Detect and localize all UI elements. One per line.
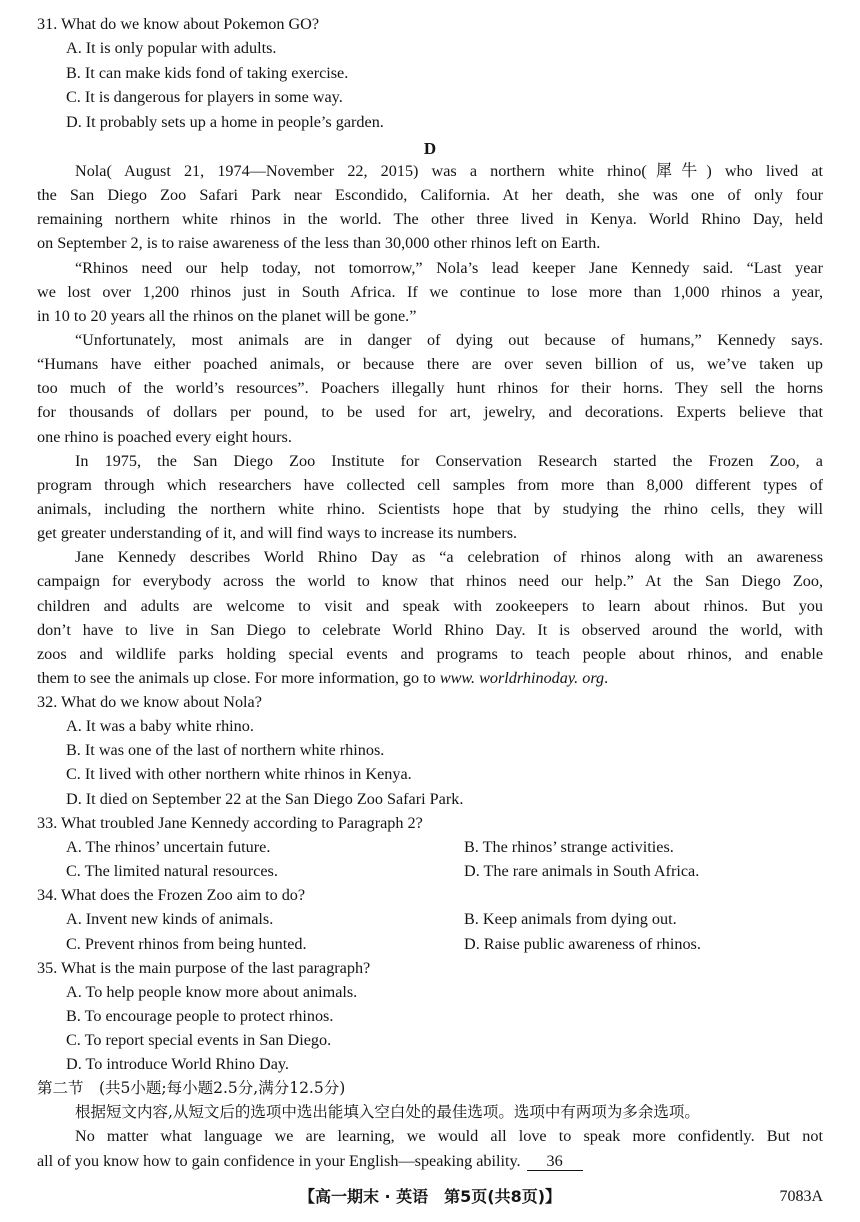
q35-option-a: A. To help people know more about animals. bbox=[66, 983, 358, 1001]
passage-line: on September 2, is to raise awareness of the less than 30,000 other rhinos left on Earth. bbox=[37, 234, 601, 252]
q32-option-a: A. It was a baby white rhino. bbox=[66, 717, 254, 735]
q35-option-b: B. To encourage people to protect rhinos. bbox=[66, 1007, 334, 1025]
section2-line: No matter what language we are learning, we would all love to speak more confidently. But not bbox=[75, 1127, 823, 1145]
q32-option-c: C. It lived with other northern white rhinos in Kenya. bbox=[66, 765, 412, 783]
passage-line: in 10 to 20 years all the rhinos on the planet will be gone.” bbox=[37, 307, 417, 325]
passage-line: them to see the animals up close. For more information, go to bbox=[37, 669, 440, 687]
passage-line: campaign for everybody across the world to know that rhinos need our help.” At the San Diego Zoo, bbox=[37, 572, 823, 590]
q33-option-a: A. The rhinos’ uncertain future. bbox=[66, 838, 271, 856]
q35-option-d: D. To introduce World Rhino Day. bbox=[66, 1055, 289, 1073]
q31-option-b: B. It can make kids fond of taking exercise. bbox=[66, 64, 349, 82]
passage-line: remaining northern white rhinos in the world. The other three lived in Kenya. World Rhino Day, held bbox=[37, 210, 823, 228]
q33-option-d: D. The rare animals in South Africa. bbox=[464, 862, 700, 880]
passage-line: for thousands of dollars per pound, to be used for art, jewelry, and decorations. Experts believe that bbox=[37, 403, 823, 421]
passage-d-heading: D bbox=[423, 139, 437, 158]
answer-blank-36[interactable]: 36 bbox=[527, 1152, 583, 1171]
q31-option-a: A. It is only popular with adults. bbox=[66, 39, 277, 57]
website-link[interactable]: www. worldrhinoday. org bbox=[439, 669, 605, 687]
q33-stem: 33. What troubled Jane Kennedy according to Paragraph 2? bbox=[37, 814, 423, 832]
q34-option-c: C. Prevent rhinos from being hunted. bbox=[66, 935, 307, 953]
q34-option-d: D. Raise public awareness of rhinos. bbox=[464, 935, 701, 953]
passage-line: “Humans have either poached animals, or because there are over seven billion of us, we’ve taken up bbox=[37, 355, 823, 373]
q34-stem: 34. What does the Frozen Zoo aim to do? bbox=[37, 886, 306, 904]
passage-line: “Unfortunately, most animals are in danger of dying out because of humans,” Kennedy says. bbox=[75, 331, 823, 349]
q31-option-d: D. It probably sets up a home in people’s garden. bbox=[66, 113, 384, 131]
passage-line: program through which researchers have collected cell samples from more than 8,000 different types of bbox=[37, 476, 823, 494]
section2-line: all of you know how to gain confidence in your English—speaking ability. bbox=[37, 1152, 521, 1170]
passage-line: we lost over 1,200 rhinos just in South Africa. If we continue to lose more than 1,000 rhinos a year, bbox=[37, 283, 823, 301]
passage-line: get greater understanding of it, and will find ways to increase its numbers. bbox=[37, 524, 518, 542]
passage-line: animals, including the northern white rhino. Scientists hope that by studying the rhino cells, they will bbox=[37, 500, 823, 518]
q31-stem: 31. What do we know about Pokemon GO? bbox=[37, 15, 320, 33]
q33-option-b: B. The rhinos’ strange activities. bbox=[464, 838, 674, 856]
q35-option-c: C. To report special events in San Diego. bbox=[66, 1031, 332, 1049]
page-footer: 【高一期末 · 英语 第5页(共8页)】 bbox=[298, 1187, 562, 1206]
passage-line: one rhino is poached every eight hours. bbox=[37, 428, 292, 446]
section2-title: 第二节 (共5小题;每小题2.5分,满分12.5分) bbox=[37, 1079, 346, 1097]
passage-line: too much of the world’s resources”. Poachers illegally hunt rhinos for their horns. They sell the horns bbox=[37, 379, 823, 397]
period: . bbox=[604, 669, 609, 687]
q31-option-c: C. It is dangerous for players in some way. bbox=[66, 88, 343, 106]
section2-instruction: 根据短文内容,从短文后的选项中选出能填入空白处的最佳选项。选项中有两项为多余选项。 bbox=[75, 1103, 700, 1121]
section2-last-line bbox=[37, 1149, 823, 1173]
passage-line: Nola( August 21, 1974—November 22, 2015) was a northern white rhino(犀牛) who lived at bbox=[75, 162, 823, 180]
passage-line: the San Diego Zoo Safari Park near Escondido, California. At her death, she was one of only four bbox=[37, 186, 823, 204]
q34-option-b: B. Keep animals from dying out. bbox=[464, 910, 677, 928]
q32-option-b: B. It was one of the last of northern white rhinos. bbox=[66, 741, 385, 759]
passage-last-line bbox=[37, 666, 823, 690]
passage-line: “Rhinos need our help today, not tomorrow,” Nola’s lead keeper Jane Kennedy said. “Last year bbox=[75, 259, 823, 277]
passage-line: zoos and wildlife parks holding special events and programs to teach people about rhinos, and enable bbox=[37, 645, 823, 663]
q32-option-d: D. It died on September 22 at the San Diego Zoo Safari Park. bbox=[66, 790, 464, 808]
passage-line: In 1975, the San Diego Zoo Institute for Conservation Research started the Frozen Zoo, a bbox=[75, 452, 823, 470]
q35-stem: 35. What is the main purpose of the last paragraph? bbox=[37, 959, 371, 977]
q32-stem: 32. What do we know about Nola? bbox=[37, 693, 262, 711]
exam-code: 7083A bbox=[779, 1188, 823, 1205]
q33-option-c: C. The limited natural resources. bbox=[66, 862, 278, 880]
q34-option-a: A. Invent new kinds of animals. bbox=[66, 910, 274, 928]
passage-line: Jane Kennedy describes World Rhino Day as “a celebration of rhinos along with an awareness bbox=[75, 548, 823, 566]
passage-line: don’t have to live in San Diego to celebrate World Rhino Day. It is observed around the world, with bbox=[37, 621, 823, 639]
passage-line: children and adults are welcome to visit and speak with zookeepers to learn about rhinos. But you bbox=[37, 597, 823, 615]
